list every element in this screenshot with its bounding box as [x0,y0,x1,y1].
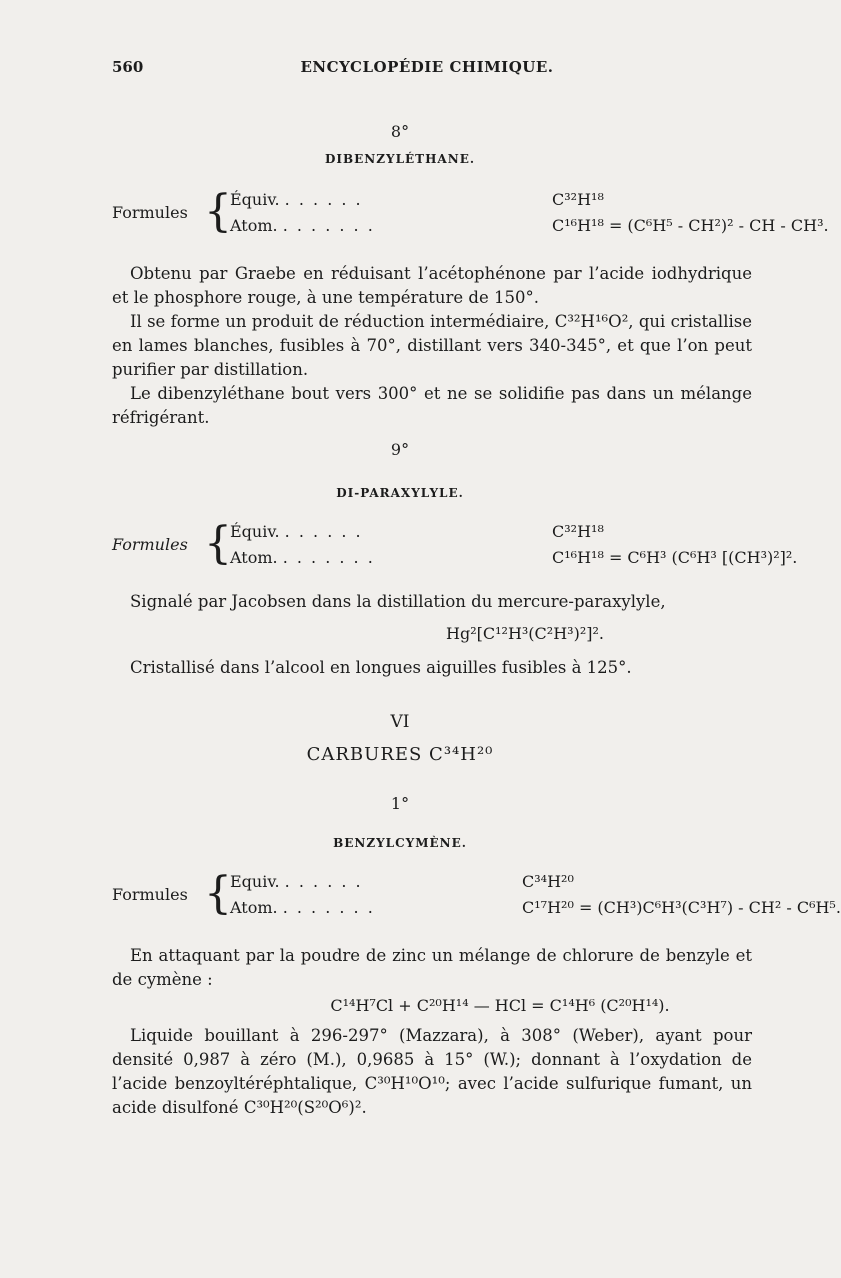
formula-row-equiv [230,522,363,541]
formula-block [112,186,829,242]
formula-row-atom [230,548,375,567]
brace-glyph: { [204,186,232,237]
chapter-number: VI [390,712,410,732]
section-subtitle: DIBENZYLÉTHANE. [324,152,476,166]
formula-row-atom [230,898,375,917]
page-number: 560 [112,58,144,76]
paragraph: Cristallisé dans l’alcool en longues aiguilles fusibles à 125°. [130,658,632,677]
section-subtitle: BENZYLCYMÈNE. [333,836,467,850]
leader-dots: . . . . . . [284,190,363,209]
row-label: Équiv. [230,190,280,209]
leader-dots: . . . . . . [284,522,363,541]
leader-dots: . . . . . . . [282,216,375,235]
row-label: Atom. [230,216,278,235]
paragraph: Liquide bouillant à 296-297° (Mazzara), à 308° (Weber), ayant pour densité 0,987 à zéro (M.), 0,9685 à 15° (W.); donnant à l’oxydation de l’acide benzoyltéréphtalique, C³⁰H¹⁰O¹⁰; avec l’acide sulfurique fumant, un acide disulfoné C³⁰H²⁰(S²⁰O⁶)². [112,1026,752,1117]
section-subtitle: DI-PARAXYLYLE. [336,486,464,500]
row-label: Atom. [230,548,278,567]
formulas-label: Formules [112,885,188,904]
formulas-label: Formules [112,535,188,554]
section-body [112,1024,752,1120]
formula-row-atom [230,216,375,235]
section-number: 8° [390,122,410,141]
formula-block [112,868,841,924]
paragraph: En attaquant par la poudre de zinc un mélange de chlorure de benzyle et de cymène : [112,946,752,989]
formula-value-equiv: C³⁴H²⁰ [522,872,574,891]
formula-row-equiv [230,190,363,209]
section-number: 9° [390,440,410,459]
formula-value-atom: C¹⁶H¹⁸ = (C⁶H⁵ - CH²)² - CH - CH³. [552,216,829,235]
paragraph: Le dibenzyléthane bout vers 300° et ne se solidifie pas dans un mélange réfrigérant. [112,384,752,427]
formula-block [112,518,798,574]
section-body [112,944,752,992]
paragraph: Il se forme un produit de réduction intermédiaire, C³²H¹⁶O², qui cristallise en lames blanches, fusibles à 70°, distillant vers 340-345°, et que l’on peut purifier par distillation. [112,312,752,379]
section-body [112,262,752,430]
formula-value-atom: C¹⁷H²⁰ = (CH³)C⁶H³(C³H⁷) - CH² - C⁶H⁵. [522,898,841,917]
leader-dots: . . . . . . . [282,548,375,567]
brace-glyph: { [204,518,232,569]
section-number: 1° [390,794,410,813]
row-label: Atom. [230,898,278,917]
paragraph: Signalé par Jacobsen dans la distillation du mercure-paraxylyle, [130,592,666,611]
section-body [112,656,752,680]
formula-value-equiv: C³²H¹⁸ [552,522,604,541]
formulas-label: Formules [112,203,188,222]
row-label: Equiv. [230,872,280,891]
chemical-formula: Hg²[C¹²H³(C²H³)²]². [446,624,604,643]
leader-dots: . . . . . . [284,872,363,891]
running-title: ENCYCLOPÉDIE CHIMIQUE. [300,58,554,76]
formula-value-equiv: C³²H¹⁸ [552,190,604,209]
formula-value-atom: C¹⁶H¹⁸ = C⁶H³ (C⁶H³ [(CH³)²]². [552,548,798,567]
brace-glyph: { [204,868,232,919]
page-header [112,58,742,82]
paragraph: Obtenu par Graebe en réduisant l’acétophénone par l’acide iodhydrique et le phosphore rouge, à une température de 150°. [112,264,752,307]
leader-dots: . . . . . . . [282,898,375,917]
row-label: Équiv. [230,522,280,541]
formula-row-equiv [230,872,363,891]
section-body [112,590,752,614]
chemical-reaction: C¹⁴H⁷Cl + C²⁰H¹⁴ — HCl = C¹⁴H⁶ (C²⁰H¹⁴). [330,996,670,1015]
chapter-title: CARBURES C³⁴H²⁰ [306,744,494,765]
